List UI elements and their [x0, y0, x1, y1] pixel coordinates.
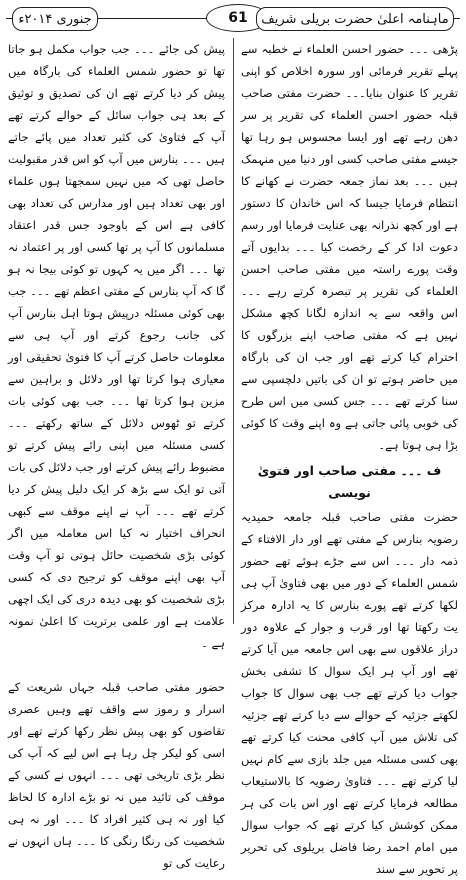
- right-column-paragraph-2: حضرت مفتی صاحب قبلہ جامعہ حمیدیہ رضویہ بنارس کے مفتی تھے اور دار الافتاء کے ذمہ دار ۔۔۔ اس سے جڑے ہوئے تھے حضور شمس العلماء کے دور میں بھی فتاویٰ آپ ہی لکھا کرتے تھے پورے بنارس کا یہ ادارہ مرکز یت رکھتا تھا اور قرب و جوار کے علاوہ دور دراز علاقوں سے بھی اس جامعہ میں آیا کرتے تھے اور آپ ہر ایک سوال کا تشفی بخش جواب دیا کرتے تھے جب بھی سوال کا جواب لکھتے جزئیہ کے حوالے سے دیا کرتے تھے جزئیہ کی تلاش میں آپ کافی محنت کیا کرتے تھے بھی کسی مسئلہ میں جلد بازی سے کام نہیں لیا کرتے تھے ۔۔۔ فتاویٰ رضویہ کا بالاستیعاب مطالعہ فرمایا کرتے تھے اور اس بات کی ہر ممکن کوشش کیا کرتے تھے کہ جواب سوال میں امام احمد رضا فاضل بریلوی کی تحریر پر تحویر سے سند: [241, 510, 458, 876]
- left-column: [8, 38, 225, 874]
- left-column-paragraph-1: پیش کی جائے ۔۔۔ جب جواب مکمل ہو جاتا تھا تو حضور شمس العلماء کی بارگاہ میں پیش کر دیا کرتے تھے ان کی تصدیق و توثیق کے بعد ہی جواب سائل کے حوالے کرتے تھے آپ کے فتاویٰ کی کثیر تعداد میں پائے جاتے ہیں ۔۔۔ بنارس میں آپ کو اس قدر مقبولیت حاصل تھی کہ میں نہیں سمجھتا ہوں علماء اور بھی تعداد ہیں اور مدارس کی تعداد بھی کافی ہے اس کے باوجود جس قدر اعتقاد مسلمانوں کا آپ پر تھا کسی اور پر اعتماد نہ تھا ۔۔۔ اگر میں یہ کہوں تو کوئی بیجا نہ ہو گا کہ آپ بنارس کے مفتی اعظم تھے ۔۔۔ جب بھی کوئی مسئلہ درپیش ہوتا اہل بنارس آپ کی جانب رجوع کرتے اور آپ ہی سے معلومات حاصل کرتے آپ کا فتویٰ تحقیقی اور معیاری ہوا کرتا تھا اور دلائل و براہین سے مزین ہوا کرتا تھا ۔۔۔ جب بھی کوئی بات کرتے تو ٹھوس دلائل کے ساتھ رکھتے ۔۔۔ کسی مسئلہ میں اپنی رائے پیش کرتے تو مضبوط رائے پیش کرتے اور جب دلائل کی بات آتی تو ایک سے بڑھ کر ایک دلیل پیش کر دیا کرتے تھے ۔۔۔ آپ نے اپنے موقف سے کبھی انحراف اختیار نہ کیا اس معاملہ میں اگر کوئی بڑی شخصیت حائل ہوتی تو آپ وقت آپ بھی اپنے موقف کو ترجیح دی کہ کسی بڑی شخصیت کو بھی دیدہ دری کی ایک اچھی علامت ہے اور علمی برتریت کا اعلیٰ نمونہ ہے ۔: [8, 42, 225, 650]
- page-number: 61: [206, 4, 270, 32]
- paragraph-spacer: [8, 654, 225, 676]
- magazine-title: ماہنامہ اعلیٰ حضرت بریلی شریف: [256, 7, 454, 31]
- left-column-paragraph-2: حضور مفتی صاحب قبلہ جہاں شریعت کے اسرار و رموز سے واقف تھے وہیں عصری تقاضوں کو بھی پیش نظر رکھا کرتے تھے اور اسی کو لیکر چل رہا ہے اس لیے کہ آپ کی نظر بڑی تاریخی تھی ۔۔۔ انہوں نے کسی کے موقف کی تائید میں نہ تو بڑے ادارہ کا لحاظ کیا اور نہ ہی کثیر افراد کا ۔۔۔ اور نہ ہی شخصیت کی رنگا رنگی کا ۔۔۔ ہاں انہوں نے رعایت کی تو: [8, 680, 225, 870]
- column-divider: [233, 38, 234, 624]
- page-header: [6, 4, 460, 34]
- right-column: [241, 38, 458, 880]
- right-column-paragraph-1: پڑھی ۔۔۔ حضور احسن العلماء نے خطبہ سے پہلے تقریر فرمائی اور سورہ اخلاص کو اپنی تقریر کا عنوان بنایا۔۔۔ حضرت مفتی صاحب قبلہ حضور احسن العلماء کی تقریر پر سر دھن رہے تھے اور ایسا محسوس ہو رہا تھا جیسے مفتی صاحب کسی اور دنیا میں منہمک ہیں ۔۔۔ بعد نماز جمعہ حضرت نے کھانے کا انتظام فرمایا جیسا کہ اس خاندان کا دستور ہے اور کچھ نذرانہ بھی عنایت فرمایا اور رسم دعوت ادا کر کے رخصت کیا ۔۔۔ بدایوں آتے وقت پورے راستہ میں مفتی صاحب احسن العلماء کی تقریر پر تبصرہ کرتے رہے ۔۔۔ اس واقعہ سے یہ اندازہ لگانا کچھ مشکل نہیں ہے کہ مفتی صاحب اپنے بزرگوں کا احترام کیا کرتے تھے اور جب ان کی بارگاہ میں حاضر ہوتے تو ان کی باتیں دلچسپی سے سنا کرتے تھے ۔۔۔ جس کسی میں اس طرح کی خوبی پائی جاتی ہے وہ اپنے وقت کا کوئی بڑا ہی ہوتا ہے۔: [241, 42, 458, 452]
- section-heading: ف ۔۔۔ مفتی صاحب اور فتویٰ نویسی: [257, 463, 442, 500]
- issue-date: جنوری ۲۰۱۴ء: [12, 7, 98, 31]
